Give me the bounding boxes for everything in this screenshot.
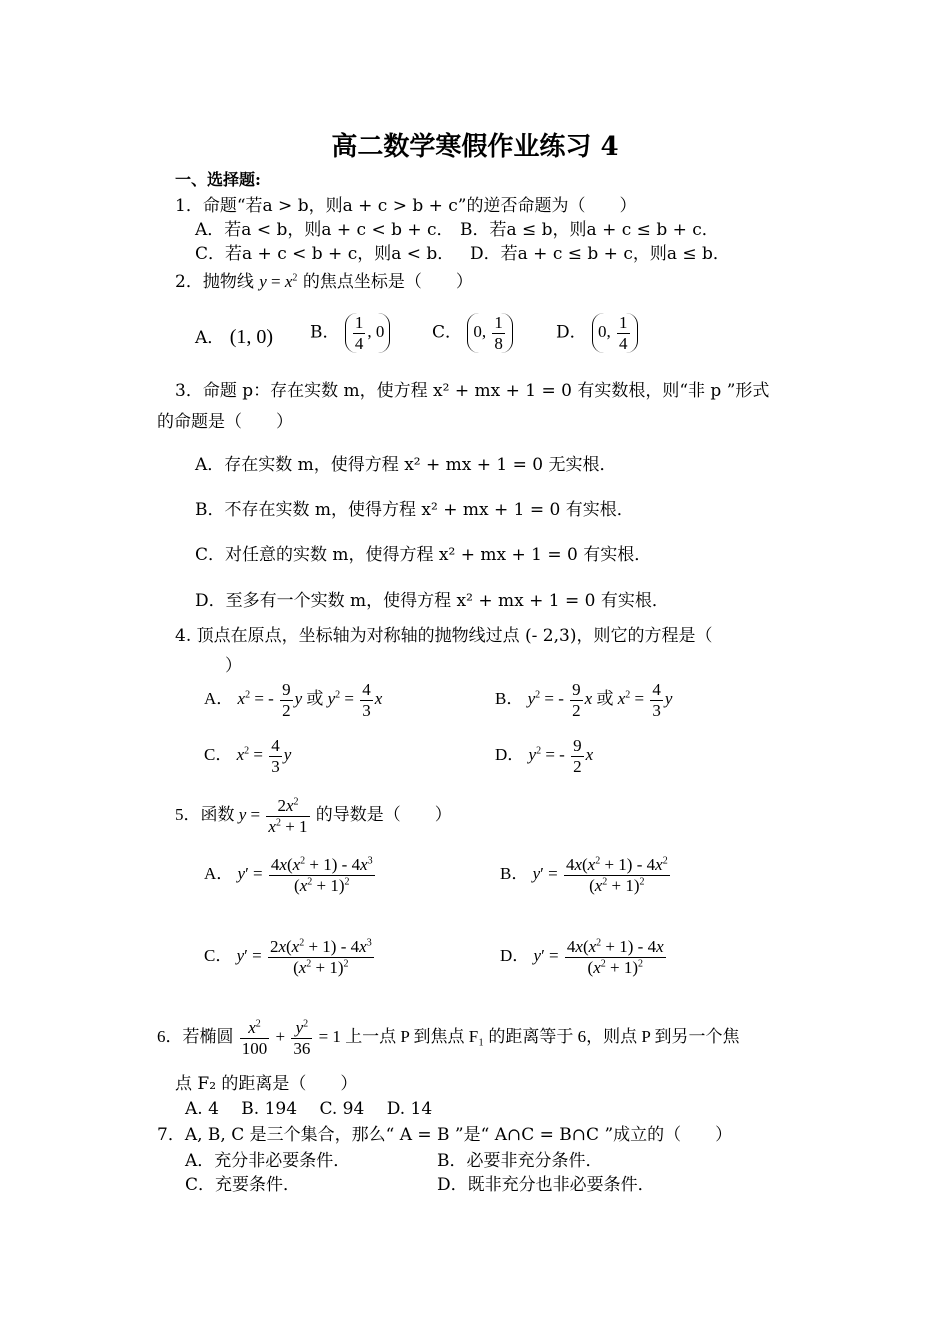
option-label: D． bbox=[500, 945, 530, 965]
question-4-stem-line2: ） bbox=[225, 656, 242, 676]
question-3-option-b: B．不存在实数 m，使得方程 x² + mx + 1 = 0 有实根． bbox=[195, 500, 634, 520]
question-7-option-c: C．充要条件． bbox=[185, 1175, 301, 1195]
question-4-stem: 4. 顶点在原点，坐标轴为对称轴的抛物线过点 (- 2,3)，则它的方程是（ bbox=[175, 626, 713, 646]
question-3-option-c: C．对任意的实数 m，使得方程 x² + mx + 1 = 0 有实根． bbox=[195, 545, 652, 565]
question-3-stem: 3．命题 p：存在实数 m，使方程 x² + mx + 1 = 0 有实数根，则“非 p ”形式 bbox=[175, 381, 770, 401]
conjunction: 或 bbox=[596, 688, 614, 708]
question-2-option-c bbox=[432, 313, 513, 353]
question-1-stem: 1．命题“若a > b，则a + c > b + c”的逆否命题为（ ） bbox=[175, 196, 637, 216]
question-6-stem-suffix: 上一点 P 到焦点 F₁ 的距离等于 6，则点 P 到另一个焦 bbox=[345, 1026, 740, 1046]
option-value: (1, 0) bbox=[229, 326, 274, 348]
question-5-stem-suffix: 的导数是（ ） bbox=[315, 804, 452, 824]
section-heading: 一、选择题: bbox=[175, 170, 261, 189]
question-1-option-c: C．若a + c < b + c，则a < b． bbox=[195, 244, 455, 264]
option-value: 0, $\frac{1}{8}$ bbox=[467, 313, 513, 353]
question-2-stem-suffix: 的焦点坐标是（ ） bbox=[302, 272, 473, 292]
question-4-option-d: D． $y^2$ = - $\frac{9}{2}$ x bbox=[495, 736, 594, 776]
option-label: D． bbox=[556, 322, 587, 343]
question-5-stem-prefix: 5．函数 bbox=[175, 804, 235, 824]
conjunction: 或 bbox=[306, 688, 324, 708]
question-2-option-d bbox=[556, 313, 638, 353]
question-1-option-a: A．若a < b，则a + c < b + c． bbox=[195, 220, 454, 240]
question-2-stem-prefix: 2．抛物线 bbox=[175, 272, 254, 292]
question-6-stem-line2: 点 F₂ 的距离是（ ） bbox=[175, 1074, 358, 1094]
option-value: 0, $\frac{1}{4}$ bbox=[592, 313, 638, 353]
question-2-stem bbox=[175, 272, 473, 292]
option-label: C． bbox=[432, 322, 463, 343]
question-7-option-d: D．既非充分也非必要条件． bbox=[437, 1175, 655, 1195]
question-4-option-a: A． $x^2$ = - $\frac{9}{2}$ y 或 $y^2$ = $\frac{4}{3}$ x bbox=[204, 680, 383, 720]
question-7-stem: 7．A, B, C 是三个集合，那么“ A = B ”是“ A∩C = B∩C ”成立的（ ） bbox=[157, 1125, 733, 1145]
option-label: B． bbox=[500, 863, 529, 883]
question-3-stem-line2: 的命题是（ ） bbox=[157, 412, 293, 432]
page-title: 高二数学寒假作业练习 4 bbox=[331, 132, 619, 162]
question-3-option-a: A．存在实数 m，使得方程 x² + mx + 1 = 0 无实根． bbox=[195, 455, 617, 475]
option-label: B． bbox=[495, 688, 524, 708]
question-5-option-a: A． y′ = $\frac{4x(x^2 + 1) - 4x^3}{(x^2 + 1)^2}$ bbox=[204, 855, 373, 895]
option-label: A． bbox=[204, 688, 234, 708]
question-7-option-a: A．充分非必要条件． bbox=[185, 1151, 351, 1171]
question-5-option-b: B． y′ = $\frac{4x(x^2 + 1) - 4x^2}{(x^2 + 1)^2}$ bbox=[500, 855, 668, 895]
question-6-stem-prefix: 6．若椭圆 bbox=[157, 1026, 234, 1046]
option-label: A． bbox=[195, 328, 225, 348]
question-4-option-c: C． $x^2$ = $\frac{4}{3}$ y bbox=[204, 736, 292, 776]
question-2-formula: $y = x^2$ bbox=[259, 272, 298, 291]
option-label: D． bbox=[495, 744, 525, 764]
question-6-stem: 6．若椭圆 $\frac{x^2}{100}$ + $\frac{y^2}{36}$ = 1 上一点 P 到焦点 F₁ 的距离等于 6，则点 P 到另一个焦 bbox=[157, 1018, 740, 1058]
question-5-option-c: C． y′ = $\frac{2x(x^2 + 1) - 4x^3}{(x^2 + 1)^2}$ bbox=[204, 937, 372, 977]
option-label: C． bbox=[204, 945, 233, 965]
question-1-option-d: D．若a + c ≤ b + c，则a ≤ b． bbox=[470, 244, 730, 264]
option-label: B． bbox=[310, 322, 340, 343]
question-2-option-a bbox=[195, 325, 273, 349]
question-2-option-b bbox=[310, 313, 390, 353]
question-5-stem: 5．函数 y = $\frac{2x^2}{x^2 + 1}$ 的导数是（ ） bbox=[175, 796, 452, 836]
option-label: C． bbox=[204, 744, 233, 764]
option-label: A． bbox=[204, 863, 234, 883]
question-3-option-d: D．至多有一个实数 m，使得方程 x² + mx + 1 = 0 有实根． bbox=[195, 591, 669, 611]
question-4-option-b: B． $y^2$ = - $\frac{9}{2}$ x 或 $x^2$ = $\frac{4}{3}$ y bbox=[495, 680, 673, 720]
question-1-option-b: B．若a ≤ b，则a + c ≤ b + c． bbox=[460, 220, 719, 240]
question-6-options: A. 4 B. 194 C. 94 D. 14 bbox=[185, 1099, 433, 1119]
question-5-option-d: D． y′ = $\frac{4x(x^2 + 1) - 4x}{(x^2 + 1)^2}$ bbox=[500, 937, 664, 977]
question-7-option-b: B．必要非充分条件． bbox=[437, 1151, 603, 1171]
option-value: $\frac{1}{4}$ , 0 bbox=[345, 313, 391, 353]
